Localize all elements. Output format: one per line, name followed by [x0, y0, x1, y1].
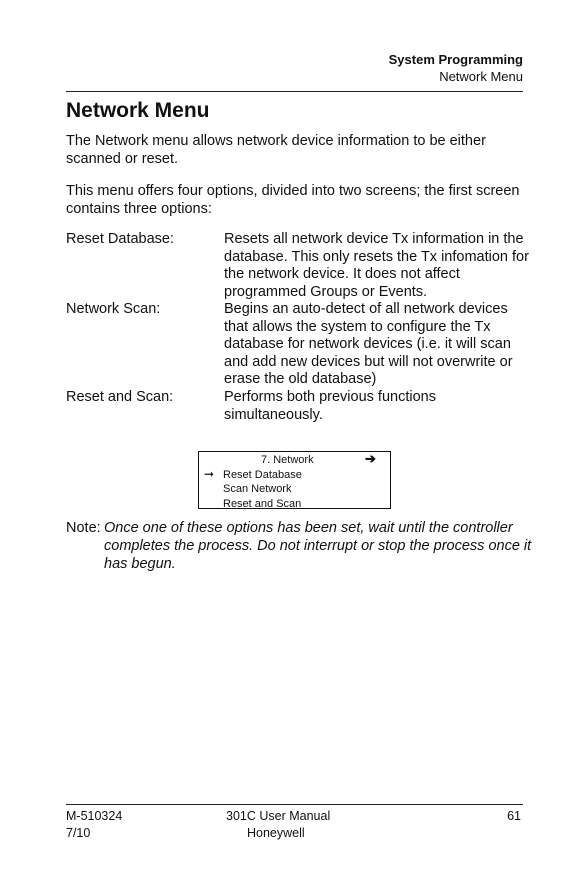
selection-arrow-icon: ➞: [204, 466, 215, 481]
note-label: Note:: [66, 520, 101, 536]
lcd-screen: [198, 451, 391, 509]
footer-doc-number: M-510324: [66, 809, 123, 823]
lcd-menu-item: [199, 468, 390, 483]
lcd-title-row: [199, 453, 390, 468]
header-divider: [66, 91, 523, 92]
lcd-item-reset-and-scan: Reset and Scan: [223, 497, 302, 510]
offers-paragraph: This menu offers four options, divided into two screens; the first screen contains three options:: [66, 183, 520, 217]
lcd-item-scan-network: Scan Network: [223, 483, 292, 495]
lcd-title: 7. Network: [261, 454, 314, 466]
lcd-item-reset-database: Reset Database: [223, 468, 302, 481]
header-section: System Programming: [388, 52, 523, 67]
option-desc-network-scan: Begins an auto-detect of all network devices that allows the system to configure the Tx database for network devices (i.e. it will scan and add new devices but will not overwrite or erase the old database): [224, 301, 513, 387]
lcd-menu-item: [199, 497, 390, 512]
header-subsection: Network Menu: [439, 69, 523, 84]
footer-company: Honeywell: [247, 826, 305, 840]
note-text: Once one of these options has been set, wait until the controller completes the process. Do not interrupt or stop the process once it has begun.: [104, 520, 532, 572]
right-arrow-icon: ➔: [365, 451, 376, 466]
option-desc-reset-and-scan: Performs both previous functions simultaneously.: [224, 389, 436, 423]
footer-page-number: 61: [507, 809, 521, 823]
option-term-reset-and-scan: Reset and Scan:: [66, 389, 174, 405]
footer-manual-title: 301C User Manual: [226, 809, 331, 823]
option-term-network-scan: Network Scan:: [66, 301, 161, 317]
footer-divider: [66, 804, 523, 805]
page-title: Network Menu: [66, 99, 210, 122]
intro-paragraph: The Network menu allows network device information to be either scanned or reset.: [66, 133, 486, 167]
option-desc-reset-database: Resets all network device Tx information in the database. This only resets the Tx infomation for the network device. It does not affect programmed Groups or Events.: [224, 231, 529, 300]
lcd-menu-item: [199, 482, 390, 497]
footer-date: 7/10: [66, 826, 91, 840]
option-term-reset-database: Reset Database:: [66, 231, 175, 247]
